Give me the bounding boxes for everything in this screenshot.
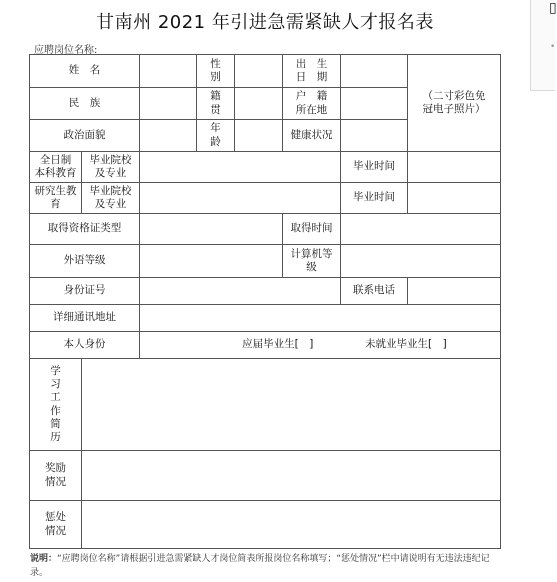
input-name[interactable] xyxy=(140,55,197,88)
label-postgrad-education: 研究生教 育 xyxy=(30,183,82,214)
photo-area[interactable]: （二寸彩色免 冠电子照片） xyxy=(408,55,501,152)
label-native-place: 籍 贯 xyxy=(197,88,235,120)
side-panel-dot-icon: • xyxy=(550,42,556,52)
input-language-level[interactable] xyxy=(140,245,283,278)
identity-options xyxy=(140,332,501,359)
input-gender[interactable] xyxy=(235,55,283,88)
position-name-label: 应聘岗位名称: xyxy=(34,45,98,56)
side-panel-icon: ▯ xyxy=(549,0,557,16)
label-language-level: 外语等级 xyxy=(30,245,140,278)
label-graduation-time: 毕业时间 xyxy=(341,152,408,183)
form-title: 甘南州 2021 年引进急需紧缺人才报名表 xyxy=(96,12,434,33)
label-health: 健康状况 xyxy=(283,120,341,152)
label-penalties: 惩处 情况 xyxy=(30,501,82,549)
input-awards[interactable] xyxy=(82,451,501,501)
unemployed-graduate-checkbox[interactable]: 未就业毕业生[ ] xyxy=(364,338,447,351)
input-graduation-time-2[interactable] xyxy=(408,183,501,214)
input-graduate-school-2[interactable] xyxy=(140,183,341,214)
label-resume: 学 习 工 作 简 历 xyxy=(30,359,82,451)
label-graduate-school: 毕业院校 及专业 xyxy=(82,152,140,183)
input-birth-date[interactable] xyxy=(341,55,408,88)
label-political-status: 政治面貌 xyxy=(30,120,140,152)
label-fulltime-education: 全日制 本科教育 xyxy=(30,152,82,183)
input-native-place[interactable] xyxy=(235,88,283,120)
input-certificate-time[interactable] xyxy=(341,214,501,245)
form-note xyxy=(30,553,500,581)
input-graduation-time[interactable] xyxy=(408,152,501,183)
label-hukou: 户 籍 所在地 xyxy=(283,88,341,120)
note-text: “应聘岗位名称”请根据引进急需紧缺人才岗位简表所报岗位名称填写；“惩处情况”栏中请说明有无违法违纪记录。 xyxy=(30,554,490,578)
label-awards: 奖励 情况 xyxy=(30,451,82,501)
input-id-number[interactable] xyxy=(140,278,341,305)
graduate-checkbox[interactable]: 应届毕业生[ ] xyxy=(242,338,314,351)
input-hukou[interactable] xyxy=(341,88,408,120)
label-certificate-type: 取得资格证类型 xyxy=(30,214,140,245)
label-gender: 性 别 xyxy=(197,55,235,88)
input-resume[interactable] xyxy=(82,359,501,451)
label-certificate-time: 取得时间 xyxy=(283,214,341,245)
registration-form-table xyxy=(29,54,501,549)
label-computer-level: 计算机等 级 xyxy=(283,245,341,278)
label-age: 年 龄 xyxy=(197,120,235,152)
label-ethnicity: 民 族 xyxy=(30,88,140,120)
label-name: 姓 名 xyxy=(30,55,140,88)
label-graduate-school-2: 毕业院校 及专业 xyxy=(82,183,140,214)
label-id-number: 身份证号 xyxy=(30,278,140,305)
input-political-status[interactable] xyxy=(140,120,197,152)
input-computer-level[interactable] xyxy=(341,245,501,278)
input-phone[interactable] xyxy=(408,278,501,305)
label-phone: 联系电话 xyxy=(341,278,408,305)
input-health[interactable] xyxy=(341,120,408,152)
label-birth-date: 出 生 日 期 xyxy=(283,55,341,88)
input-certificate-type[interactable] xyxy=(140,214,283,245)
note-prefix: 说明： xyxy=(30,554,58,564)
label-address: 详细通讯地址 xyxy=(30,305,140,332)
input-address[interactable] xyxy=(140,305,501,332)
label-graduation-time-2: 毕业时间 xyxy=(341,183,408,214)
input-ethnicity[interactable] xyxy=(140,88,197,120)
input-age[interactable] xyxy=(235,120,283,152)
label-identity: 本人身份 xyxy=(30,332,140,359)
input-graduate-school[interactable] xyxy=(140,152,341,183)
side-panel xyxy=(530,0,555,91)
input-penalties[interactable] xyxy=(82,501,501,549)
